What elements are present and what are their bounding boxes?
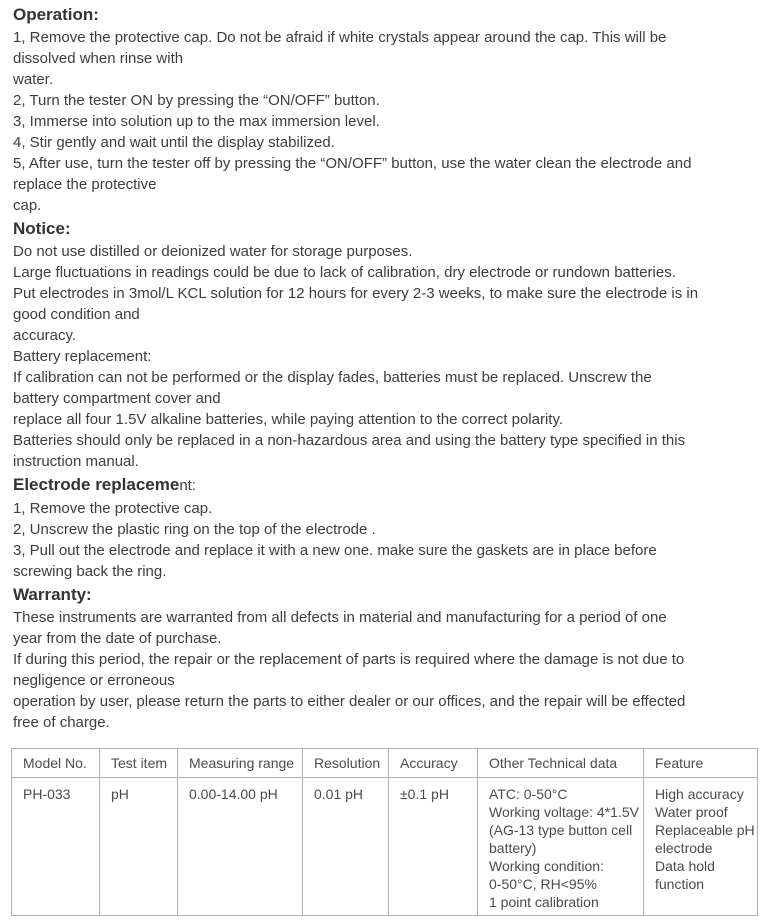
cell-text-line: ATC: 0-50°C xyxy=(489,786,568,802)
cell-accuracy: ±0.1 pH xyxy=(389,778,478,916)
cell-text-line: Replaceable pH xyxy=(655,822,755,838)
text-line: 1, Remove the protective cap. Do not be afraid if white crystals appear around the cap. This will be xyxy=(13,29,667,46)
spec-table xyxy=(11,748,758,916)
text-line: 5, After use, turn the tester off by pressing the “ON/OFF” button, use the water clean the electrode and xyxy=(13,155,692,172)
cell-model-no: PH-033 xyxy=(12,778,100,916)
cell-other-technical-data xyxy=(478,778,644,916)
cell-text-line: (AG-13 type button cell xyxy=(489,822,633,838)
text-line: 3, Immerse into solution up to the max immersion level. xyxy=(13,113,380,130)
cell-text-line: electrode xyxy=(655,840,713,856)
text-line: Put electrodes in 3mol/L KCL solution for 12 hours for every 2-3 weeks, to make sure the electrode is in xyxy=(13,285,699,302)
text-line: 4, Stir gently and wait until the display stabilized. xyxy=(13,134,335,151)
text-line: operation by user, please return the parts to either dealer or our offices, and the repair will be effected xyxy=(13,693,686,710)
cell-text-line: battery) xyxy=(489,840,537,856)
text-line: free of charge. xyxy=(13,714,110,731)
section-heading-operation: Operation: xyxy=(13,5,99,24)
text-line: These instruments are warranted from all defects in material and manufacturing for a period of one xyxy=(13,609,667,626)
cell-text-line: 1 point calibration xyxy=(489,894,599,910)
text-line: replace all four 1.5V alkaline batteries, while paying attention to the correct polarity. xyxy=(13,411,564,428)
section-heading-electrode-replacement xyxy=(13,472,777,498)
text-line: dissolved when rinse with xyxy=(13,50,184,67)
text-line: Do not use distilled or deionized water for storage purposes. xyxy=(13,243,413,260)
cell-text-line: 0-50°C, RH<95% xyxy=(489,876,597,892)
col-header-feature: Feature xyxy=(644,749,758,778)
text-line: Large fluctuations in readings could be due to lack of calibration, dry electrode or rundown batteries. xyxy=(13,264,676,281)
text-line: instruction manual. xyxy=(13,453,139,470)
cell-text-line: Working condition: xyxy=(489,858,604,874)
table-header-row xyxy=(12,749,758,778)
text-line: If calibration can not be performed or the display fades, batteries must be replaced. Unscrew the xyxy=(13,369,652,386)
text-line: year from the date of purchase. xyxy=(13,630,222,647)
text-line: screwing back the ring. xyxy=(13,563,167,580)
cell-measuring-range: 0.00-14.00 pH xyxy=(178,778,303,916)
text-line: cap. xyxy=(13,197,42,214)
section-heading-notice: Notice: xyxy=(13,219,71,238)
section-heading-warranty: Warranty: xyxy=(13,585,92,604)
heading-bold-part: Electrode replaceme xyxy=(13,475,180,494)
text-line: 3, Pull out the electrode and replace it with a new one. make sure the gaskets are in place before xyxy=(13,542,657,559)
text-line: replace the protective xyxy=(13,176,157,193)
col-header-measuring-range: Measuring range xyxy=(178,749,303,778)
text-line: good condition and xyxy=(13,306,140,323)
cell-feature xyxy=(644,778,758,916)
text-line: 2, Unscrew the plastic ring on the top of the electrode . xyxy=(13,521,376,538)
cell-test-item: pH xyxy=(100,778,178,916)
cell-text-line: Water proof xyxy=(655,804,728,820)
text-line: negligence or erroneous xyxy=(13,672,175,689)
col-header-test-item: Test item xyxy=(100,749,178,778)
text-line: Batteries should only be replaced in a non-hazardous area and using the battery type specified in this xyxy=(13,432,686,449)
text-line: water. xyxy=(13,71,54,88)
heading-regular-part: nt: xyxy=(179,477,196,494)
cell-text-line: Data hold xyxy=(655,858,715,874)
cell-text-line: High accuracy xyxy=(655,786,744,802)
col-header-model-no: Model No. xyxy=(12,749,100,778)
col-header-resolution: Resolution xyxy=(303,749,389,778)
col-header-accuracy: Accuracy xyxy=(389,749,478,778)
cell-text-line: function xyxy=(655,876,705,892)
col-header-other-technical-data: Other Technical data xyxy=(478,749,644,778)
text-line: Battery replacement: xyxy=(13,348,152,365)
text-line: 2, Turn the tester ON by pressing the “ON/OFF” button. xyxy=(13,92,380,109)
text-line: battery compartment cover and xyxy=(13,390,221,407)
text-line: If during this period, the repair or the replacement of parts is required where the damage is not due to xyxy=(13,651,685,668)
text-line: 1, Remove the protective cap. xyxy=(13,500,213,517)
cell-text-line: Working voltage: 4*1.5V xyxy=(489,804,639,820)
table-row xyxy=(12,778,758,916)
text-line: accuracy. xyxy=(13,327,77,344)
cell-resolution: 0.01 pH xyxy=(303,778,389,916)
